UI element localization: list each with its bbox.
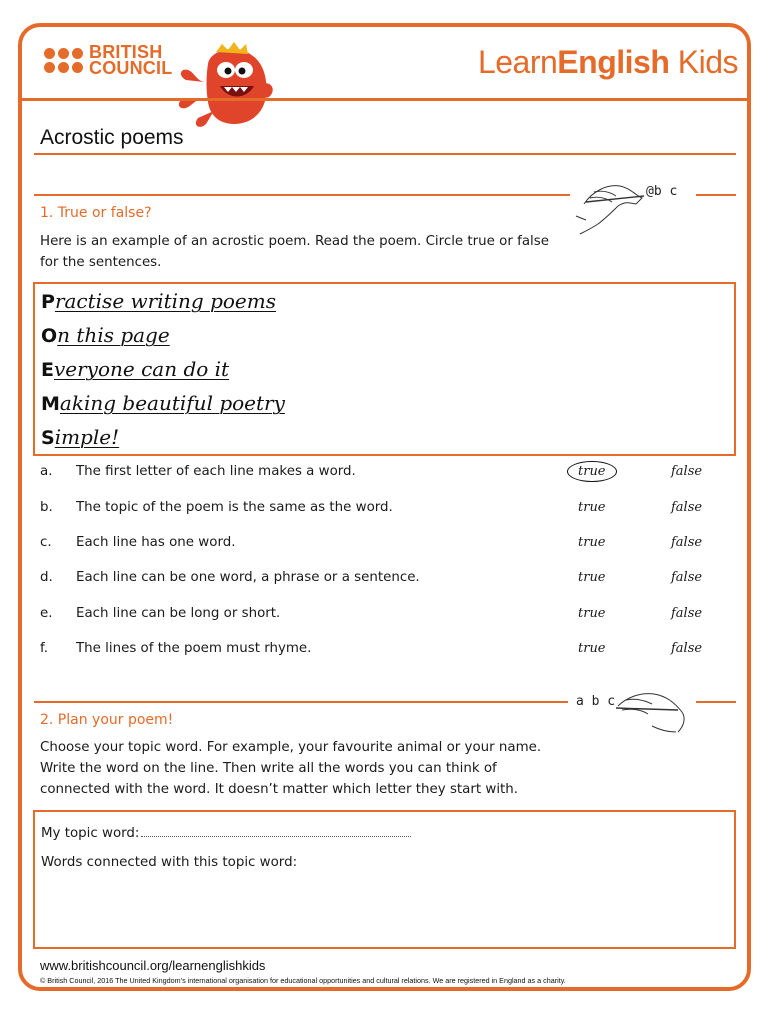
false-option[interactable]: false [671, 641, 703, 656]
section1-heading: 1. True or false? [40, 205, 152, 221]
question-text: Each line can be long or short. [76, 606, 281, 621]
false-option[interactable]: false [671, 535, 703, 550]
question-row-a [40, 464, 720, 486]
poem-initial: E [41, 359, 54, 381]
poem-line [41, 357, 229, 381]
header-divider [20, 98, 750, 101]
poem-line [41, 391, 285, 415]
question-letter: a. [40, 464, 53, 479]
true-option[interactable]: true [578, 570, 606, 585]
words-connected-label: Words connected with this topic word: [41, 855, 298, 870]
writing-hand-icon-2 [612, 686, 692, 738]
footer-url[interactable]: www.britishcouncil.org/learnenglishkids [40, 958, 266, 973]
question-row-f [40, 641, 720, 663]
plan-box [33, 810, 736, 949]
question-letter: f. [40, 641, 48, 656]
logo-kids: Kids [669, 44, 738, 80]
question-row-c [40, 535, 720, 557]
section2-divider-left [34, 701, 568, 703]
topic-word-input[interactable] [141, 826, 411, 837]
title-divider [34, 153, 736, 155]
poem-initial: O [41, 325, 58, 347]
poem-line [41, 425, 119, 449]
poem-line [41, 289, 276, 313]
false-option[interactable]: false [671, 570, 703, 585]
question-row-b [40, 500, 720, 522]
poem-rest: aking beautiful poetry [59, 391, 285, 415]
true-option[interactable]: true [578, 500, 606, 515]
question-letter: b. [40, 500, 53, 515]
question-row-d [40, 570, 720, 592]
poem-initial: M [41, 393, 60, 415]
section1-divider-left [34, 194, 570, 196]
true-option-circled[interactable]: true [567, 461, 617, 482]
false-option[interactable]: false [671, 464, 703, 479]
page-title: Acrostic poems [40, 126, 184, 149]
brand-line-2: COUNCIL [89, 58, 173, 78]
section2-heading: 2. Plan your poem! [40, 712, 174, 728]
logo-english: English [557, 44, 670, 80]
section1-instructions-line1: Here is an example of an acrostic poem. Read the poem. Circle true or false [40, 234, 549, 249]
section1-instructions-line2: for the sentences. [40, 255, 162, 270]
poem-rest: n this page [57, 323, 170, 347]
false-option[interactable]: false [671, 606, 703, 621]
question-text: The first letter of each line makes a word. [76, 464, 356, 479]
topic-word-row [41, 826, 411, 841]
question-letter: e. [40, 606, 53, 621]
true-option[interactable]: true [578, 606, 606, 621]
poem-rest: veryone can do it [53, 357, 230, 381]
brand-line-1: BRITISH [89, 42, 163, 62]
british-council-logo [44, 44, 172, 76]
section2-instructions-line2: Write the word on the line. Then write all the words you can think of [40, 761, 497, 776]
poem-initial: S [41, 427, 55, 449]
abc-label-2: a b c [576, 694, 616, 709]
learnenglish-kids-logo [478, 44, 738, 81]
true-option[interactable]: true [578, 641, 606, 656]
question-row-e [40, 606, 720, 628]
section1-divider-right [696, 194, 736, 196]
question-text: Each line has one word. [76, 535, 236, 550]
poem-initial: P [41, 291, 55, 313]
section2-divider-right [696, 701, 736, 703]
question-letter: c. [40, 535, 52, 550]
writing-hand-icon [572, 176, 696, 238]
true-option[interactable]: true [578, 535, 606, 550]
footer-copyright: © British Council, 2016 The United Kingdom’s international organisation for educational opportunities and cultural relations. We are registered in England as a charity. [40, 976, 566, 985]
section2-instructions-line3: connected with the word. It doesn’t matter which letter they start with. [40, 782, 519, 797]
logo-learn: Learn [477, 44, 558, 80]
poem-line [41, 323, 170, 347]
question-text: Each line can be one word, a phrase or a sentence. [76, 570, 420, 585]
acrostic-poem-box [33, 282, 736, 456]
question-text: The lines of the poem must rhyme. [76, 641, 312, 656]
poem-rest: imple! [54, 425, 120, 449]
monster-mascot-icon [176, 40, 280, 130]
abc-label: @b c [646, 184, 678, 199]
poem-rest: ractise writing poems [54, 289, 276, 313]
question-text: The topic of the poem is the same as the word. [76, 500, 393, 515]
topic-word-label: My topic word: [41, 826, 140, 841]
false-option[interactable]: false [671, 500, 703, 515]
question-letter: d. [40, 570, 53, 585]
section2-instructions-line1: Choose your topic word. For example, your favourite animal or your name. [40, 740, 542, 755]
logo-dots-icon [44, 48, 83, 73]
